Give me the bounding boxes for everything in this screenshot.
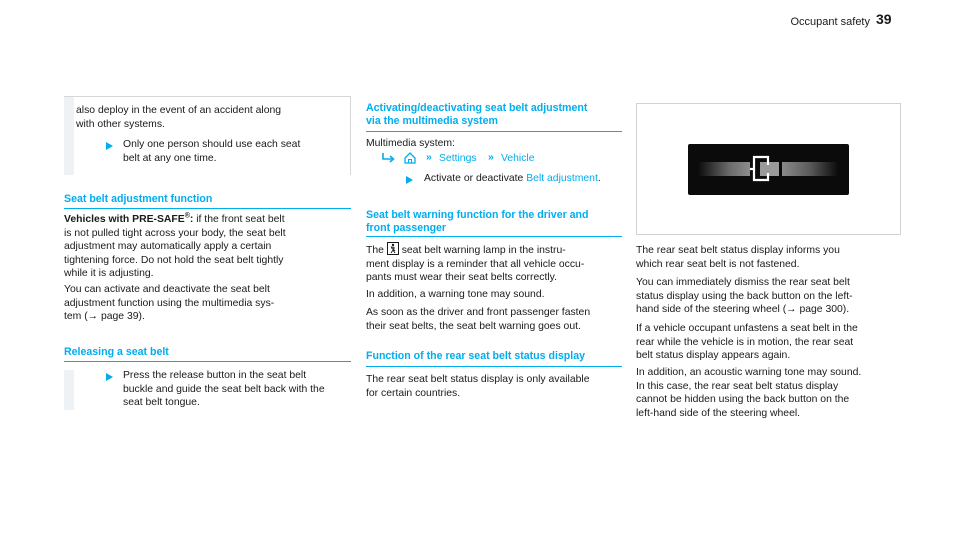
text-line: cannot be hidden using the back button on the (636, 394, 850, 406)
text-line: Only one person should use each seat (123, 139, 301, 150)
text-line: belt at any one time. (123, 152, 217, 164)
text-line: if the front seat belt (196, 214, 285, 225)
text-line: status display using the back button on the left- (636, 290, 853, 302)
menu-settings[interactable]: Settings (439, 153, 477, 164)
text-line: In this case, the rear seat belt status display (636, 380, 839, 392)
page-reference[interactable]: hand side of the steering wheel (→ page 300). (636, 304, 850, 316)
multimedia-label: Multimedia system: (366, 138, 455, 149)
vehicles-pre-safe-label: Vehicles with PRE-SAFE®: (64, 212, 194, 225)
multimedia-path (381, 151, 601, 167)
text-line: If a vehicle occupant unfastens a seat belt in the (636, 323, 858, 334)
action-arrow-icon (106, 373, 113, 381)
heading-rule (64, 361, 351, 362)
heading-rule (366, 366, 622, 367)
menu-return-arrow-icon (381, 152, 395, 164)
text-line: You can immediately dismiss the rear seat belt (636, 277, 850, 288)
text-line: while it is adjusting. (64, 268, 154, 280)
text-line: with other systems. (76, 118, 165, 130)
heading-releasing-seat-belt: Releasing a seat belt (64, 346, 169, 358)
heading-rear-status-display: Function of the rear seat belt status display (366, 350, 585, 362)
text-line: pants must wear their seat belts correctly. (366, 272, 557, 284)
text-line: which rear seat belt is not fastened. (636, 258, 800, 270)
rear-seat-belt-icons (688, 144, 849, 195)
tone-text: In addition, a warning tone may sound. (366, 289, 545, 300)
intro-text (76, 104, 281, 131)
heading-activating-adjustment: Activating/deactivating seat belt adjustment via the multimedia system (366, 102, 588, 127)
rear-paragraph (366, 373, 590, 400)
fasten-paragraph (366, 306, 590, 333)
heading-seat-belt-warning: Seat belt warning function for the driver and front passenger (366, 209, 589, 234)
double-chevron-icon: » (426, 152, 432, 163)
seatbelt-warning-icon (387, 242, 399, 255)
text-line: their seat belts, the seat belt warning goes out. (366, 320, 581, 332)
text-line: tightening force. Do not hold the seat belt tightly (64, 254, 284, 266)
note-box-shade (64, 97, 74, 175)
action-arrow-icon (406, 176, 413, 184)
text-line: seat belt tongue. (123, 397, 200, 409)
warning-paragraph: The seat belt warning lamp in the instru- ment display is a reminder that all vehicle occu- pants must wear their seat belts correctly. (366, 242, 628, 285)
acoustic-paragraph (636, 366, 861, 420)
rear-seat-status-display (688, 144, 849, 195)
text-line: Press the release button in the seat belt (123, 370, 307, 381)
text-line: left-hand side of the steering wheel. (636, 407, 801, 419)
activate-action: Activate or deactivate Belt adjustment. (424, 173, 601, 184)
page-reference[interactable]: tem (→ page 39). (64, 311, 145, 323)
heading-rule (366, 236, 622, 237)
note-text (123, 138, 300, 165)
text-line: rear while the vehicle is in motion, the rear seat (636, 336, 854, 348)
status-paragraph (636, 244, 840, 271)
text-line: The rear seat belt status display informs you (636, 245, 840, 256)
heading-rule (366, 131, 622, 132)
text-line: In addition, an acoustic warning tone may sound. (636, 367, 862, 378)
text-line: for certain countries. (366, 387, 461, 399)
text-line: adjustment may automatically apply a certain (64, 241, 272, 253)
text-line: As soon as the driver and front passenger fasten (366, 307, 591, 318)
text-line: also deploy in the event of an accident along (76, 105, 282, 116)
text-line: The rear seat belt status display is only available (366, 374, 590, 385)
text-line: ment display is a reminder that all vehicle occu- (366, 258, 585, 270)
activate-paragraph (64, 283, 354, 324)
text-line: is not pulled tight across your body, the seat belt (64, 227, 286, 239)
belt-adjustment-link[interactable]: Belt adjustment (526, 173, 598, 184)
page-number: 39 (876, 11, 892, 27)
home-icon[interactable] (403, 151, 417, 165)
text-line: buckle and guide the seat belt back with the (123, 383, 325, 395)
unfasten-paragraph (636, 322, 858, 363)
heading-rule (64, 208, 351, 209)
action-shade (64, 370, 74, 410)
text-line: belt status display appears again. (636, 350, 791, 362)
status-display-illustration (636, 103, 901, 235)
release-text (123, 369, 325, 410)
adjust-paragraph (64, 213, 354, 281)
double-chevron-icon: » (488, 152, 494, 163)
menu-vehicle[interactable]: Vehicle (501, 153, 535, 164)
text-line: You can activate and deactivate the seat belt (64, 284, 270, 295)
running-header: Occupant safety (790, 16, 870, 28)
dismiss-paragraph (636, 276, 853, 317)
text-line: adjustment function using the multimedia sys- (64, 297, 275, 309)
heading-seat-belt-adjustment: Seat belt adjustment function (64, 193, 213, 205)
action-arrow-icon (106, 142, 113, 150)
